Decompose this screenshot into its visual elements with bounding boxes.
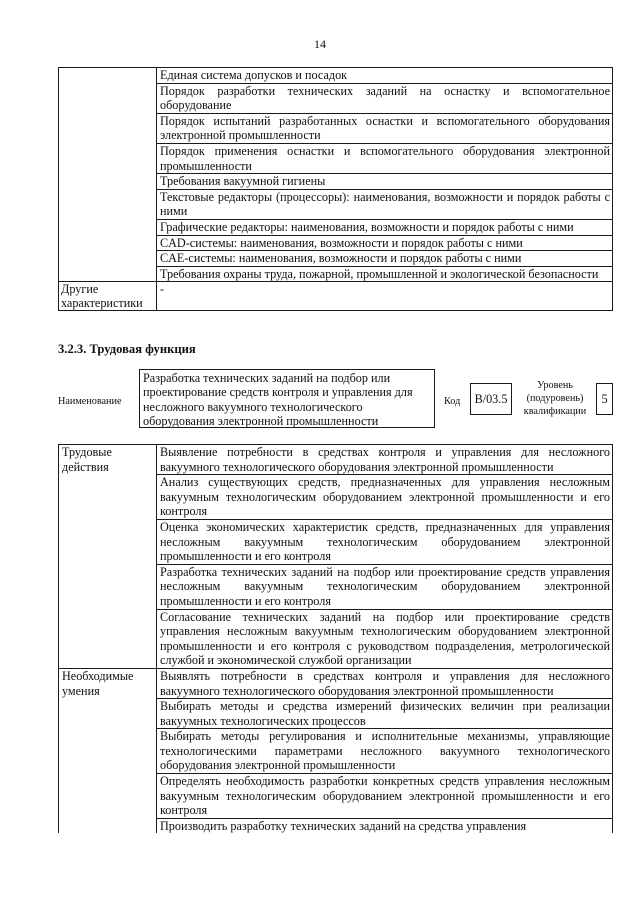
section-heading: 3.2.3. Трудовая функция (58, 342, 196, 356)
table-row (59, 282, 613, 311)
table-cell: CAD-системы: наименования, возможности и порядок работы с ними (157, 235, 613, 251)
table-cell: Согласование технических заданий на подбор или проектирование средств управления несложным вакуумным технологическим оборудованием электронной промышленности и его контроля с руководством подразделения, метрологической службой и экономической службой организации (157, 609, 613, 668)
table-cell: Определять необходимость разработки конкретных средств управления несложным вакуумным технологическим оборудованием электронной промышленности и его контроля (157, 774, 613, 819)
labor-actions-label: Трудовые действия (59, 445, 157, 669)
function-name-box: Разработка технических заданий на подбор или проектирование средств контроля и управления для несложного вакуумного технологического оборудования электронной промышленности (139, 369, 435, 428)
table-cell: Единая система допусков и посадок (157, 68, 613, 84)
other-characteristics-label: Другие характеристики (59, 282, 157, 311)
table-row (59, 68, 613, 84)
table-cell: Оценка экономических характеристик средств, предназначенных для управления несложным вакуумным технологическим оборудованием электронной промышленности и его контроля (157, 519, 613, 564)
table-cell: Разработка технических заданий на подбор или проектирование средств управления несложным вакуумным технологическим оборудованием электронной промышленности и его контроля (157, 564, 613, 609)
table-cell: Требования вакуумной гигиены (157, 174, 613, 190)
table-cell: CAE-системы: наименования, возможности и порядок работы с ними (157, 251, 613, 267)
table-cell: Выбирать методы регулирования и исполнительные механизмы, управляющие технологическими параметрами несложного вакуумного технологического оборудования электронной промышленности (157, 729, 613, 774)
code-label: Код (444, 396, 461, 407)
table-cell: Порядок испытаний разработанных оснастки и вспомогательного оборудования электронной промышленности (157, 113, 613, 143)
code-box: B/03.5 (470, 383, 512, 415)
table-row (59, 445, 613, 475)
table-cell: Выявлять потребности в средствах контроля и управления для несложного вакуумного технологического оборудования электронной промышленности (157, 668, 613, 698)
table-cell: Текстовые редакторы (процессоры): наименования, возможности и порядок работы с ними (157, 189, 613, 219)
table-cell: Выбирать методы и средства измерений физических величин при реализации вакуумных технологических процессов (157, 699, 613, 729)
table-cell: Производить разработку технических заданий на средства управления (157, 818, 613, 833)
table-row (59, 668, 613, 698)
other-characteristics-value: - (157, 282, 613, 311)
table-cell: Графические редакторы: наименования, возможности и порядок работы с ними (157, 219, 613, 235)
skills-label: Необходимые умения (59, 668, 157, 833)
table-cell: Требования охраны труда, пожарной, промышленной и экологической безопасности (157, 266, 613, 282)
table-cell: Выявление потребности в средствах контроля и управления для несложного вакуумного технологического оборудования электронной промышленности (157, 445, 613, 475)
empty-label-cell (59, 68, 157, 282)
level-box: 5 (596, 383, 613, 415)
table-cell: Порядок разработки технических заданий на оснастку и вспомогательное оборудование (157, 83, 613, 113)
table-cell: Анализ существующих средств, предназначенных для управления несложным вакуумным технологическим оборудованием электронной промышленности и его контроля (157, 475, 613, 520)
level-label: Уровень (подуровень) квалификации (523, 380, 587, 417)
knowledge-table (58, 67, 613, 311)
page-number: 14 (314, 37, 326, 51)
labor-function-table (58, 444, 613, 833)
name-label: Наименование (58, 396, 122, 407)
table-cell: Порядок применения оснастки и вспомогательного оборудования электронной промышленности (157, 143, 613, 173)
